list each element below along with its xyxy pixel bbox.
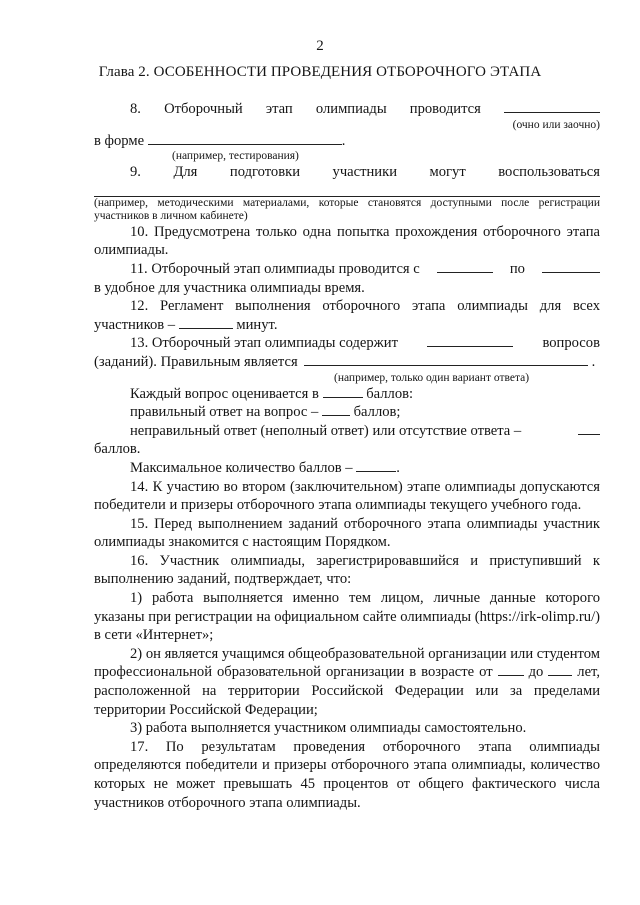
item-11-text: 11. Отборочный этап олимпиады проводится с xyxy=(130,260,420,277)
item-16-2-text: 2) он является учащимся общеобразовательной организации или студентом профессиональной образовательной организации в возрасте от xyxy=(94,645,600,681)
item-13-questions: вопросов xyxy=(542,335,600,352)
form-blank xyxy=(148,132,342,145)
scoring-max xyxy=(94,459,600,478)
mode-blank xyxy=(504,100,600,113)
questions-blank xyxy=(427,334,513,347)
item-12-minutes: минут. xyxy=(236,316,278,333)
item-16-1: 1) работа выполняется именно тем лицом, личные данные которого указаны при регистрации на официальном сайте олимпиады (https://irk-olimp.ru/) в сети «Интернет»; xyxy=(94,590,600,644)
item-11-line xyxy=(94,260,600,279)
item-17: 17. По результатам проведения отборочного этапа олимпиады определяются победители и призеры отборочного этапа олимпиады, количество которых не может превышать 45 процентов от общего фактического числа участников отборочного этапа олимпиады. xyxy=(94,738,600,811)
points-wrong-blank xyxy=(578,422,600,435)
item-9-blank xyxy=(94,182,600,197)
item-15: 15. Перед выполнением заданий отборочного этапа олимпиады участник олимпиады знакомится с настоящим Порядком. xyxy=(94,515,600,551)
item-16-2 xyxy=(94,645,600,719)
item-11-cont: в удобное для участника олимпиады время. xyxy=(94,279,365,296)
item-14: 14. К участию во втором (заключительном) этапе олимпиады допускаются победители и призеры отборочного этапа олимпиады текущего учебного года. xyxy=(94,478,600,514)
item-13-end: . xyxy=(591,353,596,370)
item-16-3: 3) работа выполняется участником олимпиады самостоятельно. xyxy=(130,720,527,737)
hint-item-9: (например, методическими материалами, которые становятся доступными после регистрации участников в личном кабинете) xyxy=(94,196,600,222)
max-points-blank xyxy=(356,459,396,472)
hint-form: (например, тестирования) xyxy=(172,150,299,163)
item-9: 9. Для подготовки участники могут воспользоваться xyxy=(130,164,600,181)
item-10: 10. Предусмотрена только одна попытка прохождения отборочного этапа олимпиады. xyxy=(94,223,600,259)
correct-answer-blank xyxy=(304,353,588,366)
form-label: в форме xyxy=(94,132,145,149)
points-correct-blank xyxy=(322,403,350,416)
points-each-blank xyxy=(323,385,363,398)
item-8-word: олимпиады xyxy=(315,101,387,117)
scoring-max-end: . xyxy=(396,459,400,476)
scoring-wrong-unit: баллов. xyxy=(94,441,141,458)
item-12: 12. Регламент выполнения отборочного этапа олимпиады для всех xyxy=(130,298,600,315)
scoring-max-text: Максимальное количество баллов – xyxy=(130,459,353,476)
item-8-word: проводится xyxy=(409,101,481,117)
hint-mode: (очно или заочно) xyxy=(512,118,600,131)
scoring-each-text: Каждый вопрос оценивается в xyxy=(130,385,319,402)
item-8-word: Отборочный xyxy=(164,101,243,117)
item-13-correct: (заданий). Правильным является xyxy=(94,353,298,370)
item-16-2-to: до xyxy=(528,664,544,681)
item-8-word: этап xyxy=(265,101,293,117)
scoring-correct xyxy=(94,403,600,422)
item-16-2-cont: лет, расположенной на территории Российской Федерации или за пределами территории Российской Федерации; xyxy=(94,664,600,718)
scoring-each xyxy=(94,385,600,404)
document-body xyxy=(94,100,600,812)
form-end: . xyxy=(341,132,346,149)
item-8-line xyxy=(94,100,600,119)
minutes-blank xyxy=(179,316,233,329)
item-12-cont xyxy=(94,316,600,335)
age-from-blank xyxy=(498,663,524,676)
item-13-text: 13. Отборочный этап олимпиады содержит xyxy=(130,335,398,352)
chapter-title: Глава 2. ОСОБЕННОСТИ ПРОВЕДЕНИЯ ОТБОРОЧНОГО ЭТАПА xyxy=(98,64,542,80)
item-13-line xyxy=(94,334,600,353)
item-8-number: 8. xyxy=(130,101,141,117)
page-number: 2 xyxy=(316,38,324,54)
item-16: 16. Участник олимпиады, зарегистрировавшийся и приступивший к выполнению заданий, подтверждает, что: xyxy=(94,552,600,588)
start-date-blank xyxy=(437,260,493,273)
age-to-blank xyxy=(548,663,572,676)
end-date-blank xyxy=(542,260,600,273)
scoring-each-unit: баллов: xyxy=(366,385,414,402)
item-13-cont xyxy=(94,353,600,372)
item-12-participants: участников – xyxy=(94,316,176,333)
item-11-to: по xyxy=(509,260,525,277)
scoring-correct-unit: баллов; xyxy=(353,404,401,421)
hint-item-13: (например, только один вариант ответа) xyxy=(334,371,530,384)
scoring-wrong xyxy=(94,422,600,441)
form-line xyxy=(94,132,600,151)
scoring-wrong-text: неправильный ответ (неполный ответ) или отсутствие ответа – xyxy=(130,422,522,439)
scoring-correct-text: правильный ответ на вопрос – xyxy=(130,404,319,421)
